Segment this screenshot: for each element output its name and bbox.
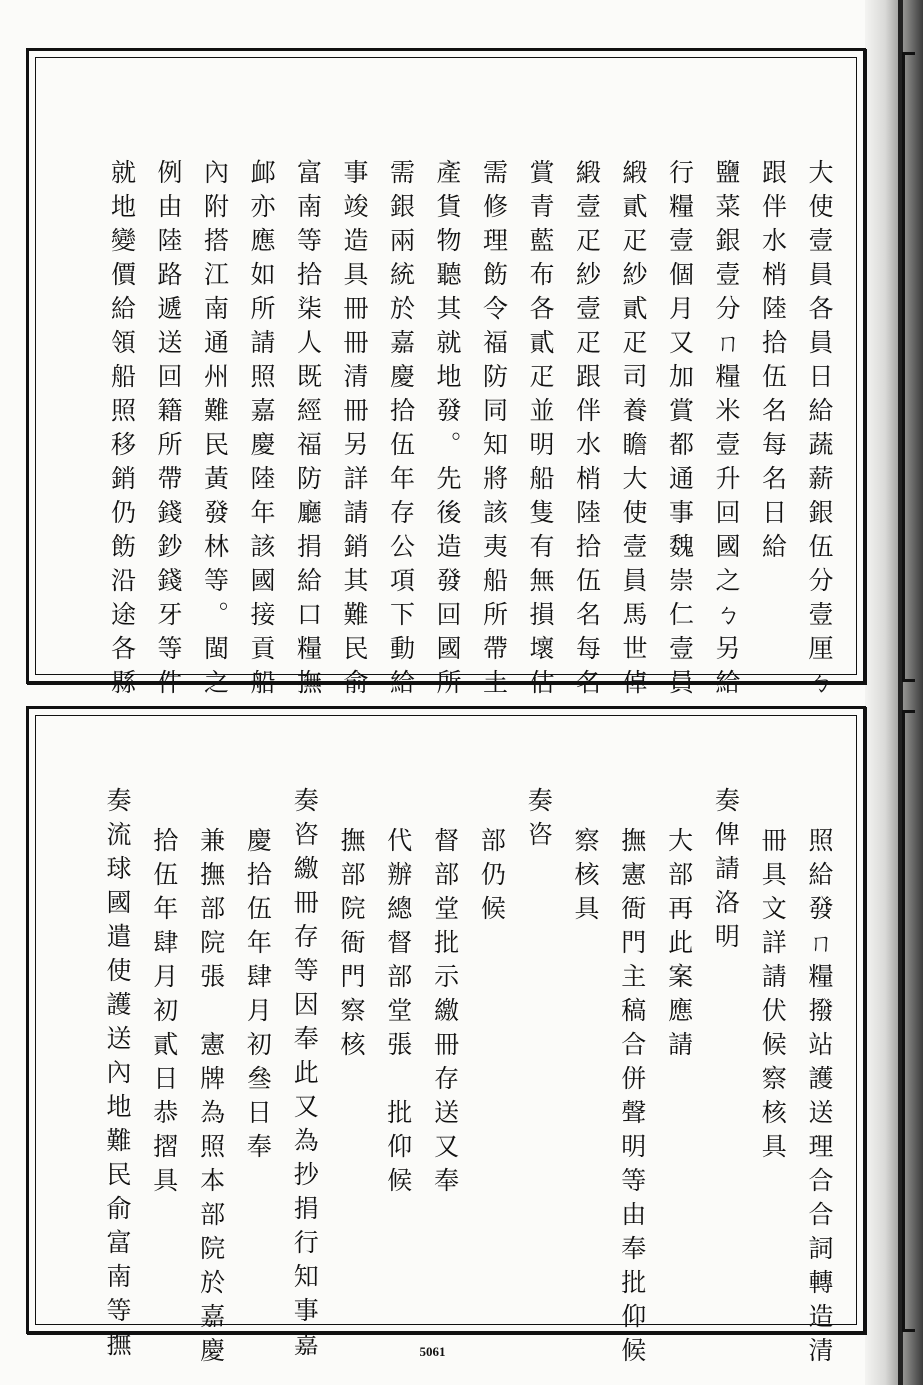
top-panel-column: 賞青藍布各貳疋並明船隻有無損壞估 [526, 159, 555, 703]
bottom-panel-column: 照給發ㄇ糧撥站護送理合合詞轉造清 [805, 827, 834, 1371]
top-panel-column: 例由陸路遞送回籍所帶錢鈔錢牙等件 [154, 159, 183, 703]
top-panel-column: 內附搭江南通州難民黃發林等。閩之 [200, 159, 230, 703]
page-number: 5061 [419, 1344, 446, 1359]
bottom-panel-column: 撫憲衙門主稿合併聲明等由奉批仰候 [617, 827, 647, 1371]
adjacent-page-frame-bottom [902, 710, 915, 1332]
bottom-panel-column: 代辦總督部堂張 批仰候 [383, 827, 413, 1201]
bottom-panel-column: 冊具文詳請伏候察核具 [758, 827, 788, 1167]
bottom-panel-column: 兼撫部院張 憲牌為照本部院於嘉慶 [196, 827, 226, 1371]
top-panel-column: 緞貳疋紗貳疋司養瞻大使壹員馬世倬 [619, 159, 648, 703]
top-panel-column: 富南等拾柒人既經福防廳捐給口糧撫 [293, 159, 323, 703]
bottom-panel-column: 察核具 [571, 827, 600, 929]
bottom-panel-column: 拾伍年肆月初貳日恭摺具 [149, 827, 179, 1201]
top-panel-column: 就地變價給領船照移銷仍飭沿途各縣 [107, 159, 137, 703]
top-panel-column: 事竣造具冊冊清冊另詳請銷其難民俞 [340, 159, 369, 703]
adjacent-page-frame-top [902, 52, 915, 682]
top-panel-column: 需銀兩統於嘉慶拾伍年存公項下動給 [386, 159, 416, 703]
top-panel-column: 跟伴水梢陸拾伍名每名日給 [758, 159, 788, 567]
bottom-panel-column: 部仍候 [477, 827, 507, 929]
top-panel-column: 緞壹疋紗壹疋跟伴水梢陸拾伍名每名 [572, 159, 602, 703]
bottom-panel-column: 慶拾伍年肆月初叄日奉 [243, 827, 273, 1167]
top-panel-column: 䘏亦應如所請照嘉慶陸年該國接貢船 [247, 159, 276, 703]
bottom-panel-column: 大部再此案應請 [664, 827, 694, 1065]
bottom-panel-column: 奏俾請洛明 [711, 787, 741, 957]
top-panel-column: 鹽菜銀壹分ㄇ糧米壹升回國之ㄅ另給 [712, 159, 741, 703]
bottom-panel-column: 撫部院衙門察核 [337, 827, 366, 1065]
top-panel-column: 行糧壹個月又加賞都通事魏崇仁壹員 [665, 159, 695, 703]
bottom-panel-column: 督部堂批示繳冊存送又奉 [430, 827, 460, 1201]
bottom-panel-column: 奏咨 [524, 787, 554, 855]
bottom-panel-column: 奏流球國遣使護送內地難民俞富南等撫 [103, 787, 132, 1365]
top-panel-column: 產貨物聽其就地發。先後造發回國所 [433, 159, 462, 703]
top-panel-column: 大使壹員各員日給蔬薪銀伍分壹厘ㄅ [805, 159, 834, 703]
top-text-panel [26, 48, 866, 703]
bottom-panel-column: 奏咨繳冊存等因奉此又為抄捐行知事嘉 [290, 787, 320, 1365]
top-panel-column: 需修理飭令福防同知將該夷船所帶土 [479, 159, 509, 703]
